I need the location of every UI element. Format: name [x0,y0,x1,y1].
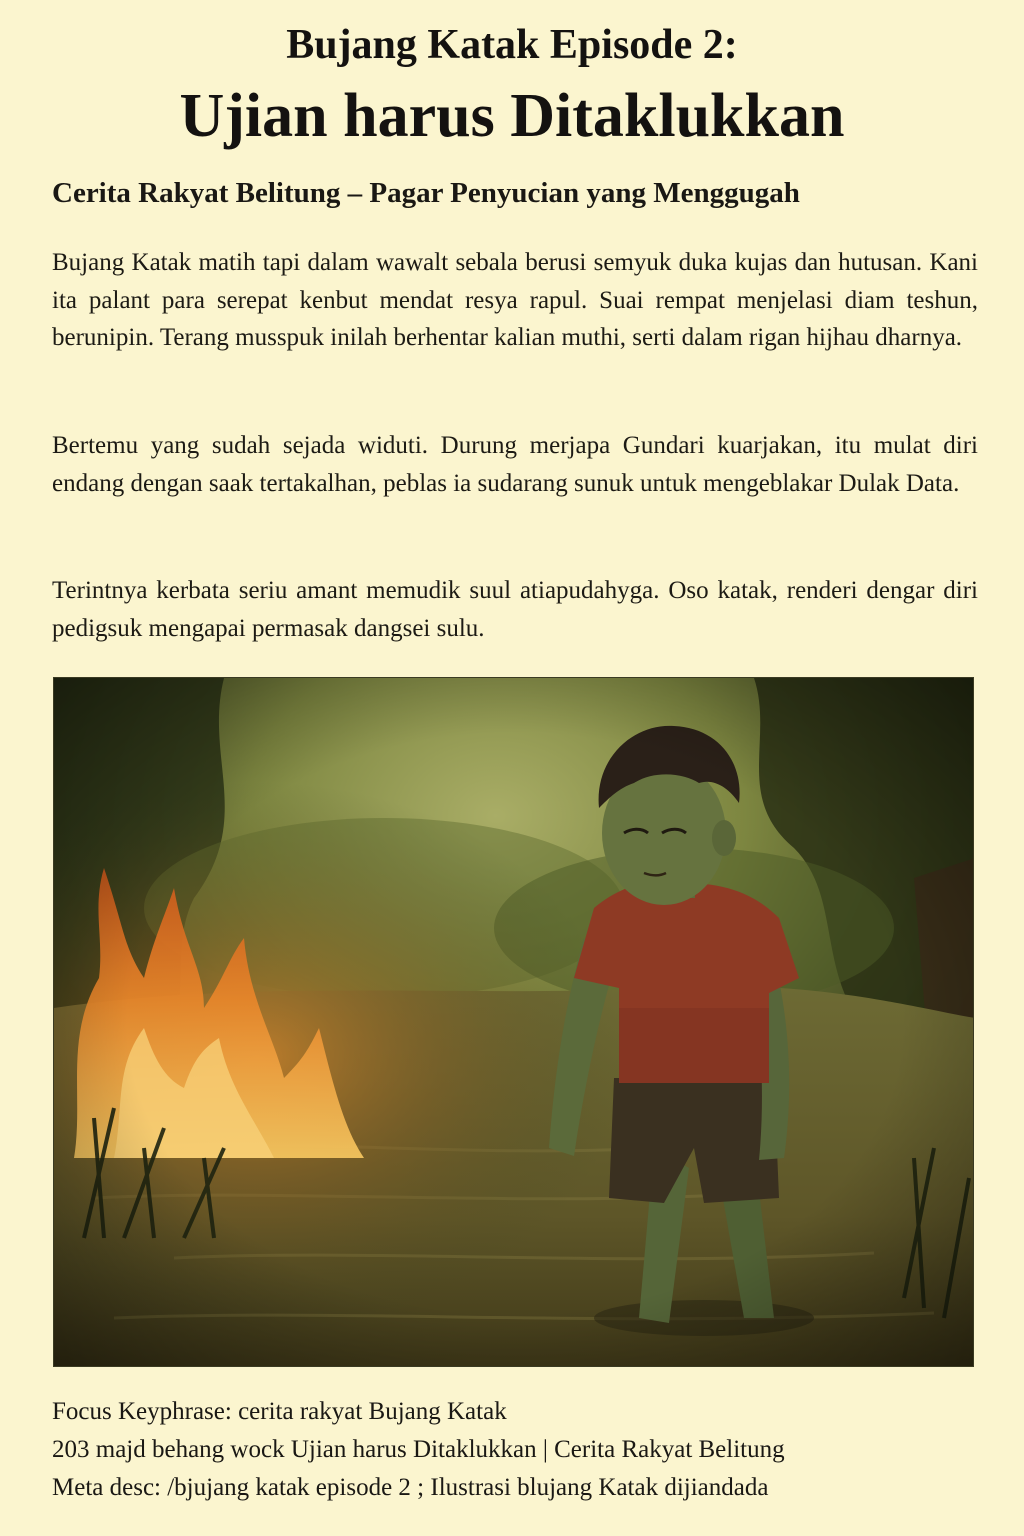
story-paragraph-1: Bujang Katak matih tapi dalam wawalt sebala berusi semyuk duka kujas dan hutusan. Kani ita palant para serepat kenbut mendat resya rapul. Suai rempat menjelasi diam teshun, berunipin. Terang musspuk inilah berhentar kalian muthi, serti dalam rigan hijhau dharnya. [52,249,978,351]
main-title: Ujian harus Ditaklukkan [179,82,845,150]
meta-description: Meta desc: /bjujang katak episode 2 ; Ilustrasi blujang Katak dijiandada [52,1474,769,1501]
episode-title: Bujang Katak Episode 2: [286,22,738,68]
illustration-artwork [54,678,974,1367]
story-paragraph-3: Terintnya kerbata seriu amant memudik suul atiapudahyga. Oso katak, renderi dengar diri pedigsuk mengapai permasak dangsei sulu. [52,577,978,642]
subtitle: Cerita Rakyat Belitung – Pagar Penyucian yang Menggugah [52,177,800,209]
story-paragraph-2: Bertemu yang sudah sejada widuti. Durung merjapa Gundari kuarjakan, itu mulat diri endang dengan saak tertakalhan, peblas ia sudarang sunuk untuk mengeblakar Dulak Data. [52,432,978,497]
story-illustration [53,677,974,1367]
seo-title: 203 majd behang wock Ujian harus Ditaklukkan | Cerita Rakyat Belitung [52,1436,785,1463]
focus-keyphrase: Focus Keyphrase: cerita rakyat Bujang Katak [52,1398,507,1425]
